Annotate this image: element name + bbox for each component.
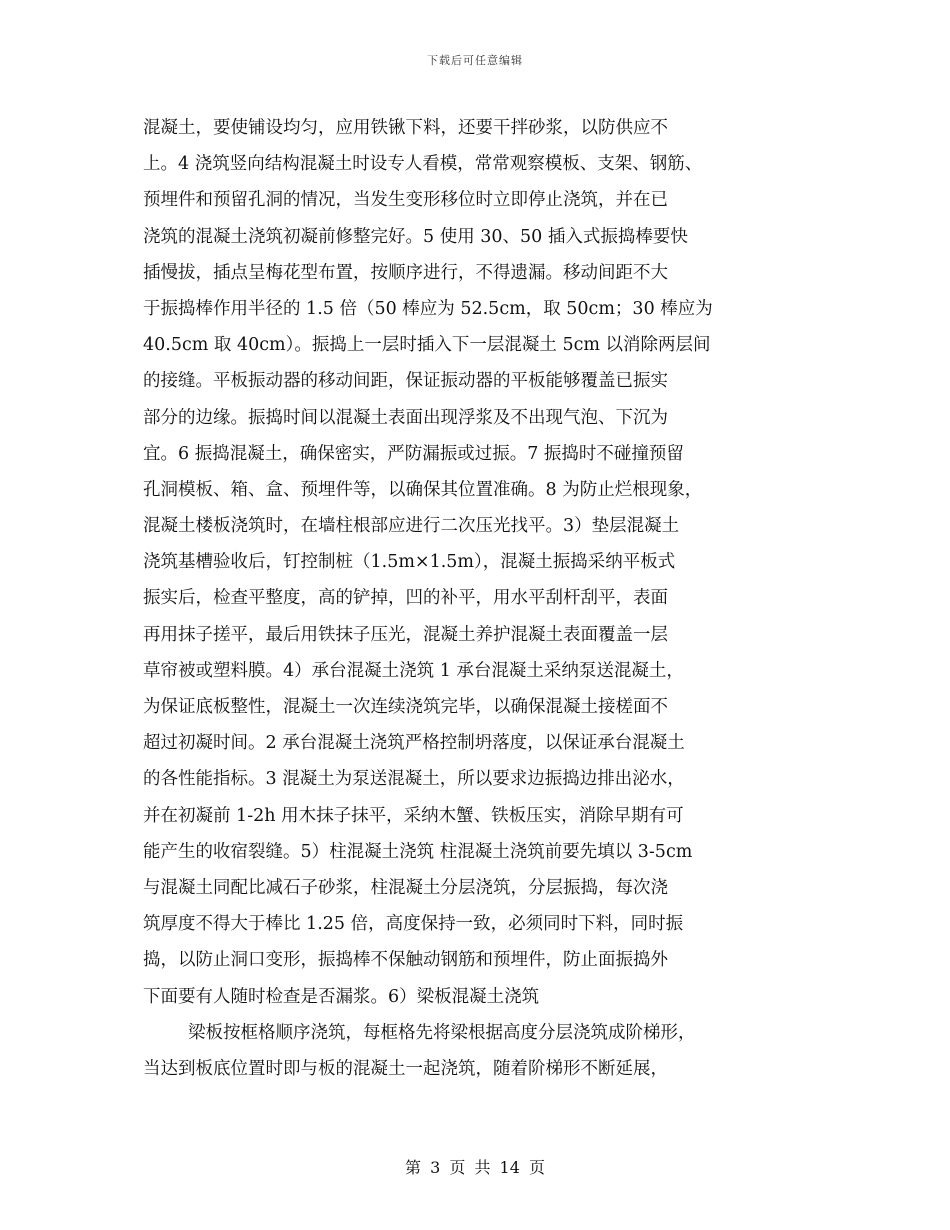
text-line: 40.5cm 取 40cm）。振捣上一层时插入下一层混凝土 5cm 以消除两层间 bbox=[143, 335, 711, 356]
text-line: 下面要有人随时检查是否漏浆。6）梁板混凝土浇筑 bbox=[143, 986, 540, 1007]
text-line: 与混凝土同配比减石子砂浆，柱混凝土分层浇筑，分层振捣，每次浇 bbox=[143, 877, 668, 898]
text-line: 预埋件和预留孔洞的情况，当发生变形移位时立即停止浇筑，并在已 bbox=[143, 190, 668, 211]
text-line: 再用抹子搓平，最后用铁抹子压光，混凝土养护混凝土表面覆盖一层 bbox=[143, 624, 668, 645]
text-line: 孔洞模板、箱、盒、预埋件等，以确保其位置准确。8 为防止烂根现象， bbox=[143, 479, 703, 500]
text-line: 振实后，检查平整度，高的铲掉，凹的补平，用水平刮杆刮平，表面 bbox=[143, 588, 668, 609]
text-line: 宜。6 振捣混凝土，确保密实，严防漏振或过振。7 振捣时不碰撞预留 bbox=[143, 443, 684, 464]
text-line: 的接缝。平板振动器的移动间距，保证振动器的平板能够覆盖已振实 bbox=[143, 371, 668, 392]
page-header: 下载后可任意编辑 bbox=[427, 54, 523, 67]
text-line: 的各性能指标。3 混凝土为泵送混凝土，所以要求边振捣边排出泌水， bbox=[143, 769, 685, 790]
text-line: 混凝土楼板浇筑时，在墙柱根部应进行二次压光找平。3）垫层混凝土 bbox=[143, 516, 680, 537]
document-body bbox=[143, 110, 833, 1087]
text-line: 浇筑的混凝土浇筑初凝前修整完好。5 使用 30、50 插入式振捣棒要快 bbox=[143, 226, 688, 247]
text-line: 筑厚度不得大于棒比 1.25 倍，高度保持一致，必须同时下料，同时振 bbox=[143, 914, 684, 935]
text-line: 部分的边缘。振捣时间以混凝土表面出现浮浆及不出现气泡、下沉为 bbox=[143, 407, 668, 428]
text-line: 当达到板底位置时即与板的混凝土一起浇筑，随着阶梯形不断延展， bbox=[143, 1058, 668, 1079]
text-line: 为保证底板整性，混凝土一次连续浇筑完毕，以确保混凝土接槎面不 bbox=[143, 697, 668, 717]
paragraph-start-line: 梁板按框格顺序浇筑，每框格先将梁根据高度分层浇筑成阶梯形， bbox=[188, 1022, 696, 1043]
text-line: 浇筑基槽验收后，钉控制桩（1.5m×1.5m），混凝土振捣采纳平板式 bbox=[143, 552, 676, 573]
text-line: 于振捣棒作用半径的 1.5 倍（50 棒应为 52.5cm，取 50cm；30 棒应为 bbox=[143, 298, 713, 319]
text-line: 混凝土，要使铺设均匀，应用铁锹下料，还要干拌砂浆，以防供应不 bbox=[143, 118, 668, 138]
text-line: 插慢拔，插点呈梅花型布置，按顺序进行，不得遗漏。移动间距不大 bbox=[143, 262, 668, 283]
text-line: 捣，以防止洞口变形，振捣棒不保触动钢筋和预埋件，防止面振捣外 bbox=[143, 950, 668, 971]
page-number: 第 3 页 共 14 页 bbox=[405, 1158, 545, 1177]
text-line: 能产生的收宿裂缝。5）柱混凝土浇筑 柱混凝土浇筑前要先填以 3-5cm bbox=[143, 841, 693, 862]
text-line: 草帘被或塑料膜。4）承台混凝土浇筑 1 承台混凝土采纳泵送混凝土， bbox=[143, 660, 684, 681]
text-line: 并在初凝前 1-2h 用木抹子抹平，采纳木蟹、铁板压实，消除早期有可 bbox=[143, 805, 684, 826]
text-line: 上。4 浇筑竖向结构混凝土时设专人看模，常常观察模板、支架、钢筋、 bbox=[143, 154, 703, 175]
text-line: 超过初凝时间。2 承台混凝土浇筑严格控制坍落度，以保证承台混凝土 bbox=[143, 733, 685, 754]
